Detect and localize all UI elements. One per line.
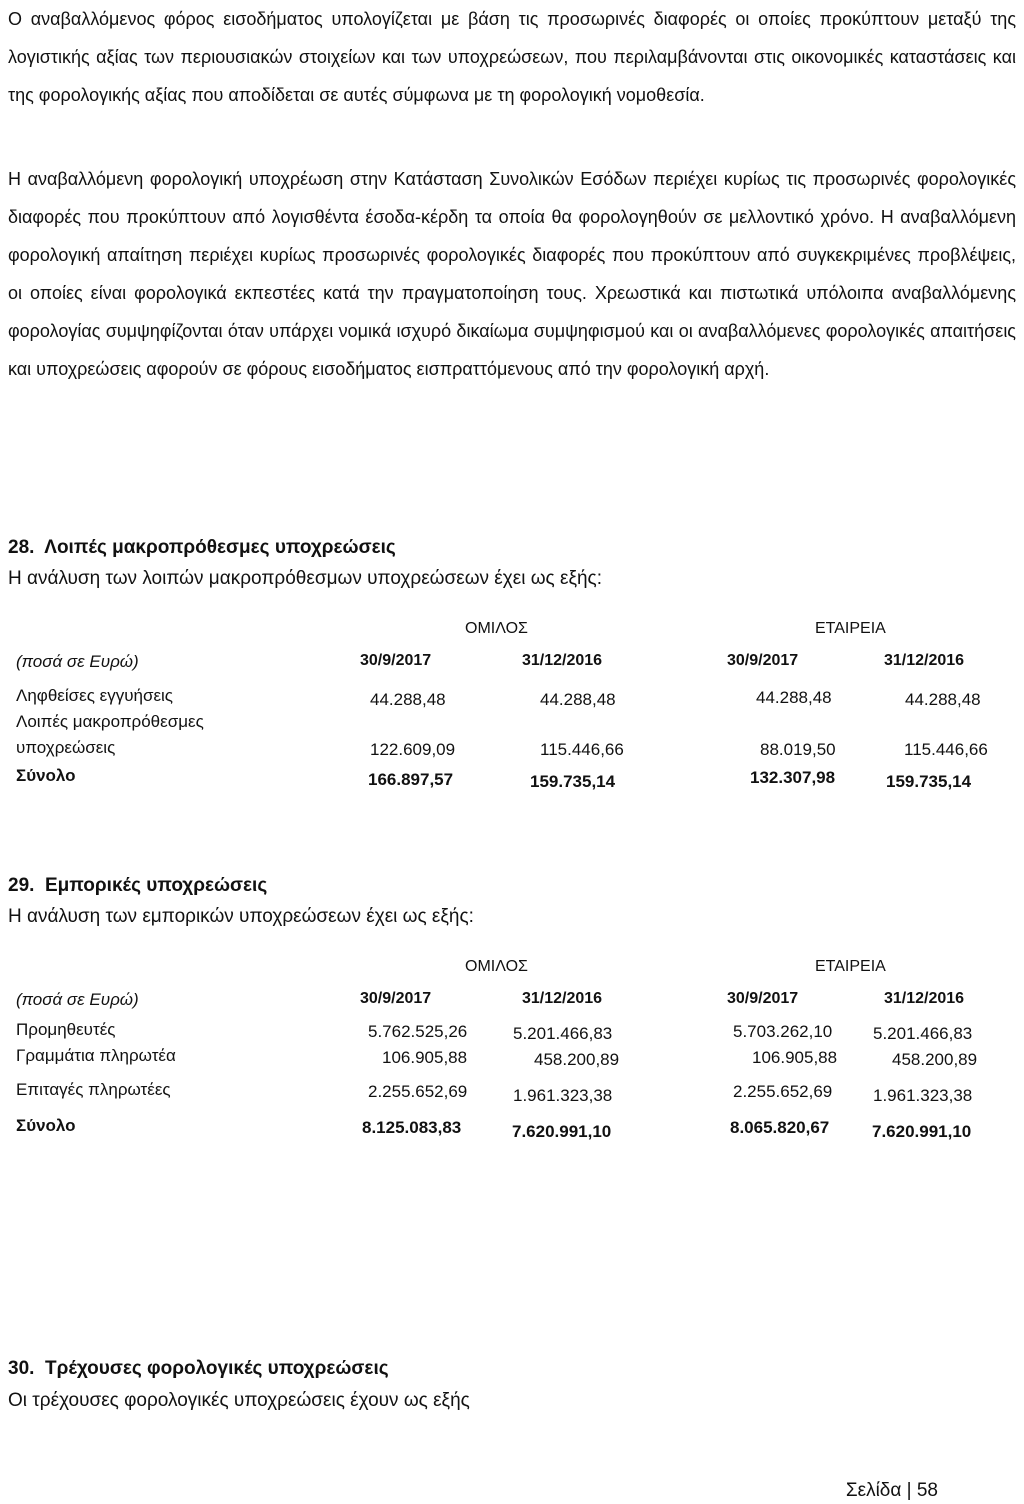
table-cell: 5.762.525,26	[368, 1022, 468, 1041]
table-cell: 44.288,48	[370, 690, 446, 709]
date-header: 30/9/2017	[727, 990, 799, 1007]
table-cell-total: 7.620.991,10	[512, 1122, 612, 1141]
table-cell: 115.446,66	[540, 740, 624, 759]
table-cell: 115.446,66	[904, 740, 988, 759]
date-header: 30/9/2017	[727, 652, 799, 669]
unit-label: (ποσά σε Ευρώ)	[16, 990, 139, 1009]
group-header-company: ΕΤΑΙΡΕΙΑ	[815, 958, 886, 975]
section-29-intro: Η ανάλυση των εμπορικών υποχρεώσεων έχει ως εξής:	[8, 906, 474, 927]
table-cell: 106.905,88	[382, 1048, 468, 1067]
date-header: 31/12/2016	[884, 652, 965, 669]
section-28-intro: Η ανάλυση των λοιπών μακροπρόθεσμων υποχρεώσεων έχει ως εξής:	[8, 568, 602, 589]
table-cell: 5.201.466,83	[873, 1024, 973, 1043]
group-header-group: ΟΜΙΛΟΣ	[465, 620, 528, 637]
row-label: Λοιπές μακροπρόθεσμες	[16, 712, 204, 731]
date-header: 31/12/2016	[884, 990, 965, 1007]
table-cell: 44.288,48	[905, 690, 981, 709]
table-cell: 106.905,88	[752, 1048, 838, 1067]
group-header-company: ΕΤΑΙΡΕΙΑ	[815, 620, 886, 637]
table-cell-total: 159.735,14	[530, 772, 616, 791]
table-cell: 2.255.652,69	[368, 1082, 468, 1101]
table-cell: 44.288,48	[756, 688, 832, 707]
section-29-heading	[8, 875, 267, 897]
paragraph-deferred-tax-details: Η αναβαλλόμενη φορολογική υποχρέωση στην Κατάσταση Συνολικών Εσόδων περιέχει κυρίως τις προσωρινές φορολογικές διαφορές που προκύπτουν από λογισθέντα έσοδα-κέρδη τα οποία θα φορολογηθούν σε μελλοντικό χρόνο. Η αναβαλλόμενη φορολογική απαίτηση περιέχει κυρίως προσωρινές φορολογικές διαφορές που προκύπτουν από συγκεκριμένες προβλέψεις, οι οποίες είναι φορολογικά εκπεστέες κατά την πραγματοποίηση τους. Χρεωστικά και πιστωτικά υπόλοιπα αναβαλλόμενης φορολογίας συμψηφίζονται όταν υπάρχει νομικά ισχυρό δικαίωμα συμψηφισμού και οι αναβαλλόμενες φορολογικές απαιτήσεις και υποχρεώσεις αφορούν σε φόρους εισοδήματος εισπραττόμενους από την φορολογική αρχή.	[8, 169, 1016, 379]
section-29-title: Εμπορικές υποχρεώσεις	[44, 875, 268, 896]
table-cell: 458.200,89	[892, 1050, 978, 1069]
table-cell: 1.961.323,38	[873, 1086, 973, 1105]
section-30-heading	[8, 1358, 389, 1380]
section-29-number: 29.	[8, 875, 35, 896]
table-cell: 88.019,50	[760, 740, 836, 759]
section-30-title: Τρέχουσες φορολογικές υποχρεώσεις	[44, 1358, 389, 1379]
row-label: Επιταγές πληρωτέες	[16, 1080, 171, 1099]
row-label: Ληφθείσες εγγυήσεις	[16, 686, 174, 705]
section-28-heading	[8, 537, 396, 559]
section-30-intro: Οι τρέχουσες φορολογικές υποχρεώσεις έχουν ως εξής	[8, 1390, 470, 1411]
table-cell: 458.200,89	[534, 1050, 620, 1069]
date-header: 31/12/2016	[522, 652, 603, 669]
date-header: 30/9/2017	[360, 990, 432, 1007]
section-28-number: 28.	[8, 537, 35, 558]
row-label-total: Σύνολο	[16, 766, 76, 785]
table-cell: 2.255.652,69	[733, 1082, 833, 1101]
table-cell: 1.961.323,38	[513, 1086, 613, 1105]
table-cell-total: 8.125.083,83	[362, 1118, 462, 1137]
row-label-total: Σύνολο	[16, 1116, 76, 1135]
row-label: Προμηθευτές	[16, 1020, 116, 1039]
table-cell: 5.201.466,83	[513, 1024, 613, 1043]
table-cell: 122.609,09	[370, 740, 456, 759]
table-cell: 44.288,48	[540, 690, 616, 709]
table-cell-total: 8.065.820,67	[730, 1118, 830, 1137]
unit-label: (ποσά σε Ευρώ)	[16, 652, 139, 671]
table-cell-total: 132.307,98	[750, 768, 836, 787]
table-cell-total: 166.897,57	[368, 770, 454, 789]
page-number: Σελίδα | 58	[845, 1480, 938, 1501]
row-label: Γραμμάτια πληρωτέα	[16, 1046, 176, 1065]
table-cell: 5.703.262,10	[733, 1022, 833, 1041]
section-28-title: Λοιπές μακροπρόθεσμες υποχρεώσεις	[44, 537, 396, 558]
date-header: 31/12/2016	[522, 990, 603, 1007]
row-label: υποχρεώσεις	[16, 738, 116, 757]
table-cell-total: 159.735,14	[886, 772, 972, 791]
paragraph-deferred-tax-basis: Ο αναβαλλόμενος φόρος εισοδήματος υπολογίζεται με βάση τις προσωρινές διαφορές οι οποίες προκύπτουν μεταξύ της λογιστικής αξίας των περιουσιακών στοιχείων και των υποχρεώσεων, που περιλαμβάνονται στις οικονομικές καταστάσεις και της φορολογικής αξίας που αποδίδεται σε αυτές σύμφωνα με τη φορολογική νομοθεσία.	[8, 9, 1016, 105]
date-header: 30/9/2017	[360, 652, 432, 669]
section-30-number: 30.	[8, 1358, 35, 1379]
table-cell-total: 7.620.991,10	[872, 1122, 972, 1141]
group-header-group: ΟΜΙΛΟΣ	[465, 958, 528, 975]
